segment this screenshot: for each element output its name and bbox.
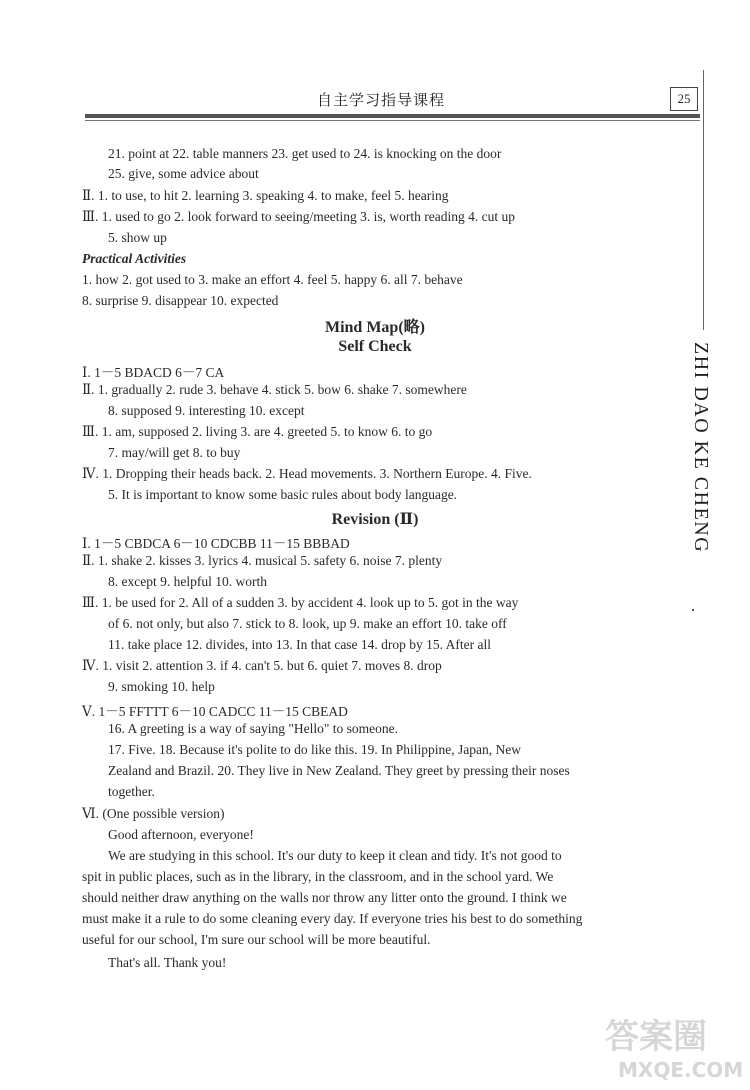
answer-line: 9. smoking 10. help: [108, 679, 215, 694]
answer-line: Ⅳ. 1. Dropping their heads back. 2. Head movements. 3. Northern Europe. 4. Five.: [82, 466, 532, 481]
header-rule-thin: [85, 120, 700, 121]
answer-line: Ⅰ. 1－5 BDACD 6－7 CA: [82, 365, 225, 380]
answer-line: 5. show up: [108, 230, 167, 245]
answer-line: Zealand and Brazil. 20. They live in New Zealand. They greet by pressing their noses: [108, 763, 570, 778]
essay-line: should neither draw anything on the walls nor throw any litter onto the ground. I think we: [82, 890, 567, 905]
answer-line: 5. It is important to know some basic rules about body language.: [108, 487, 458, 502]
header-title: 自主学习指导课程: [317, 91, 446, 109]
answer-line: Ⅲ. 1. used to go 2. look forward to seeing/meeting 3. is, worth reading 4. cut up: [82, 209, 515, 224]
section-heading: Self Check: [338, 338, 412, 355]
answer-line: Ⅲ. 1. am, supposed 2. living 3. are 4. greeted 5. to know 6. to go: [82, 424, 433, 439]
essay-line: useful for our school, I'm sure our school will be more beautiful.: [82, 932, 431, 947]
essay-line: must make it a rule to do some cleaning every day. If everyone tries his best to do something: [82, 911, 583, 926]
section-heading: Revision (Ⅱ): [331, 511, 419, 528]
answer-line: Ⅱ. 1. gradually 2. rude 3. behave 4. stick 5. bow 6. shake 7. somewhere: [82, 382, 467, 397]
header-rule-thick: [85, 114, 700, 118]
side-mark: ·: [690, 600, 696, 620]
page-header: [85, 85, 700, 120]
answer-line: 8. except 9. helpful 10. worth: [108, 574, 267, 589]
answer-line: 1. how 2. got used to 3. make an effort 4. feel 5. happy 6. all 7. behave: [82, 272, 463, 287]
side-vertical-title: ZHI DAO KE CHENG: [690, 342, 712, 554]
answer-line: Ⅴ. 1－5 FFTTT 6－10 CADCC 11－15 CBEAD: [82, 704, 348, 719]
answer-line: 17. Five. 18. Because it's polite to do like this. 19. In Philippine, Japan, New: [108, 742, 522, 757]
answer-line: Ⅱ. 1. shake 2. kisses 3. lyrics 4. musical 5. safety 6. noise 7. plenty: [82, 553, 443, 568]
answer-line: 8. supposed 9. interesting 10. except: [108, 403, 305, 418]
answer-line: 21. point at 22. table manners 23. get used to 24. is knocking on the door: [108, 146, 502, 161]
answer-line: Ⅵ. (One possible version): [82, 806, 225, 821]
side-divider: [703, 70, 704, 330]
watermark-url: MXQE.COM: [618, 1058, 744, 1082]
watermark-logo: 答案圈: [605, 1017, 707, 1057]
answer-line: 25. give, some advice about: [108, 166, 259, 181]
page-number: 25: [670, 87, 698, 111]
answer-line: 16. A greeting is a way of saying "Hello" to someone.: [108, 721, 398, 736]
answer-line: of 6. not only, but also 7. stick to 8. look, up 9. make an effort 10. take off: [108, 616, 507, 631]
essay-line: We are studying in this school. It's our duty to keep it clean and tidy. It's not good to: [108, 848, 562, 863]
answer-line: 8. surprise 9. disappear 10. expected: [82, 293, 279, 308]
essay-line: That's all. Thank you!: [108, 955, 227, 970]
section-subheading: Practical Activities: [82, 251, 187, 266]
answer-line: 7. may/will get 8. to buy: [108, 445, 241, 460]
answer-line: together.: [108, 784, 155, 799]
essay-line: spit in public places, such as in the library, in the classroom, and in the school yard. We: [82, 869, 554, 884]
answer-line: Ⅲ. 1. be used for 2. All of a sudden 3. by accident 4. look up to 5. got in the way: [82, 595, 519, 610]
answer-line: Ⅱ. 1. to use, to hit 2. learning 3. speaking 4. to make, feel 5. hearing: [82, 188, 449, 203]
answer-line: Ⅰ. 1－5 CBDCA 6－10 CDCBB 11－15 BBBAD: [82, 536, 350, 551]
essay-line: Good afternoon, everyone!: [108, 827, 254, 842]
answer-line: Ⅳ. 1. visit 2. attention 3. if 4. can't 5. but 6. quiet 7. moves 8. drop: [82, 658, 442, 673]
answer-line: 11. take place 12. divides, into 13. In that case 14. drop by 15. After all: [108, 637, 492, 652]
section-heading: Mind Map(略): [324, 319, 425, 336]
